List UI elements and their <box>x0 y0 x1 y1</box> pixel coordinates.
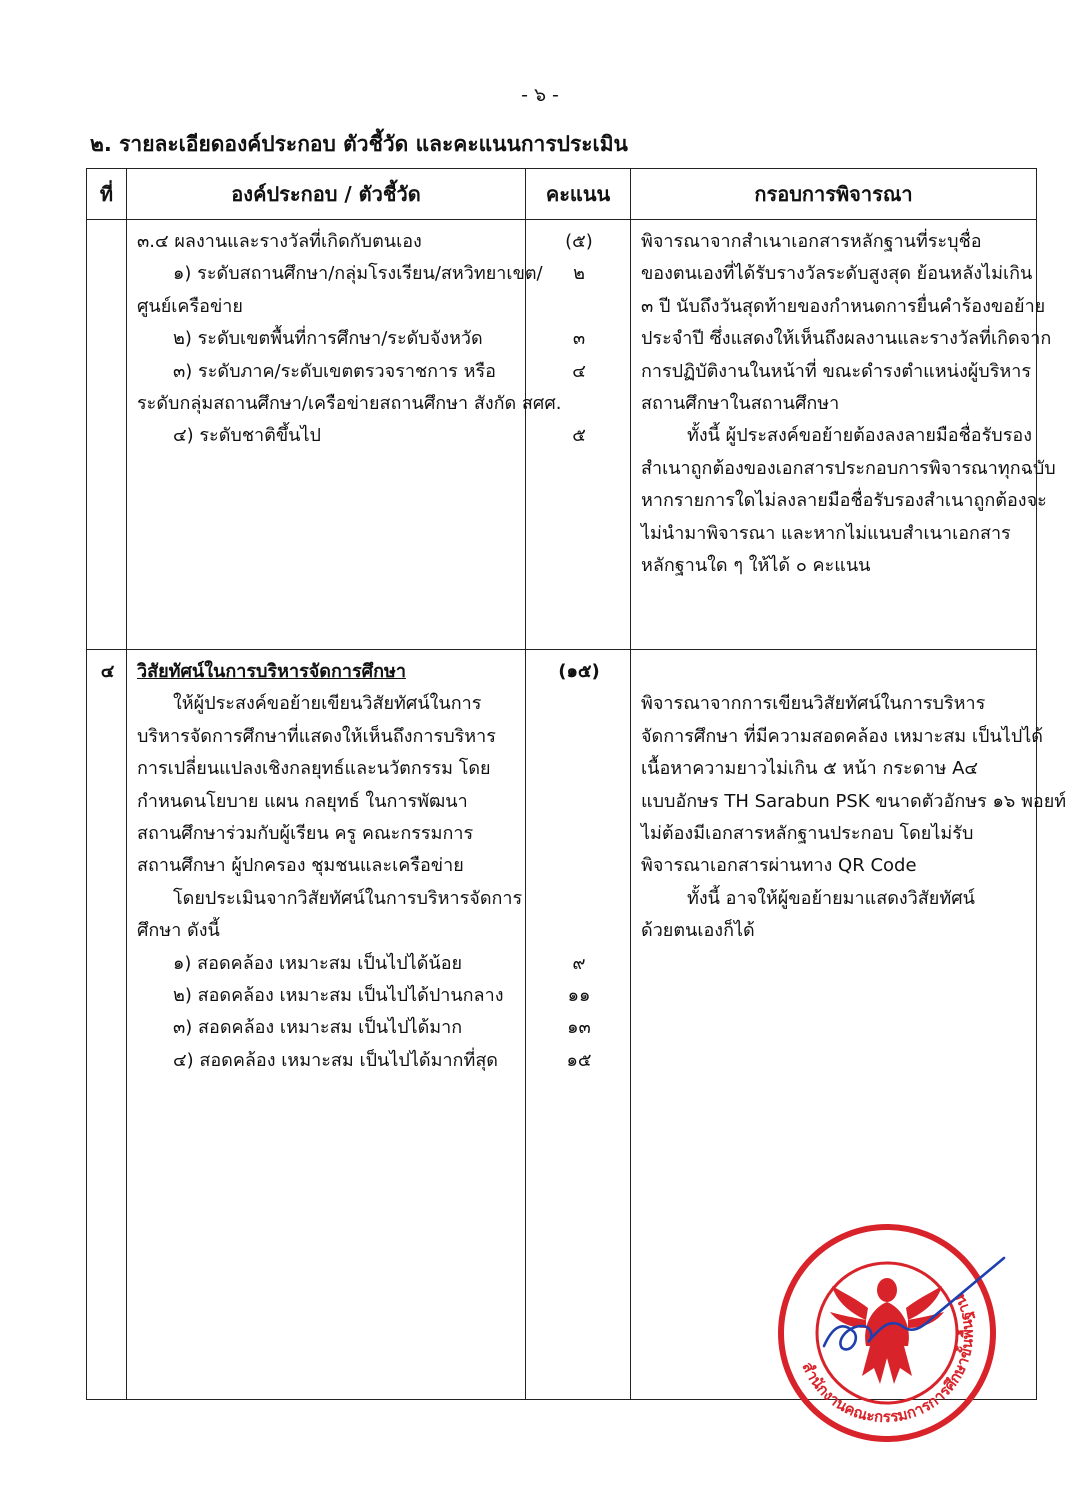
criteria-line: หลักฐานใด ๆ ให้ได้ ๐ คะแนน <box>641 554 871 576</box>
row-4-item-4: ๔) สอดคล้อง เหมาะสม เป็นไปได้มากที่สุด <box>173 1049 498 1071</box>
row-3-4-item-3-cont: ระดับกลุ่มสถานศึกษา/เครือข่ายสถานศึกษา สังกัด สศศ. <box>137 392 562 414</box>
row-4-item-3: ๓) สอดคล้อง เหมาะสม เป็นไปได้มาก <box>173 1017 463 1039</box>
table-row-3-4 <box>87 220 1037 650</box>
criteria-line: สถานศึกษาในสถานศึกษา <box>641 392 840 414</box>
official-seal <box>762 1208 1012 1448</box>
row-4-no: ๔ <box>87 650 127 1400</box>
row-4-desc-line: กำหนดนโยบาย แผน กลยุทธ์ ในการพัฒนา <box>137 790 468 812</box>
row-3-4-score-2: ๓ <box>572 328 586 350</box>
row-4-score <box>526 650 631 1400</box>
row-4-desc-line: ศึกษา ดังนี้ <box>137 920 220 942</box>
header-no: ที่ <box>87 169 127 220</box>
criteria-line: การปฏิบัติงานในหน้าที่ ขณะดำรงตำแหน่งผู้บริหาร <box>641 360 1032 382</box>
header-component: องค์ประกอบ / ตัวชี้วัด <box>127 169 526 220</box>
row-4-desc-line: สถานศึกษา ผู้ปกครอง ชุมชนและเครือข่าย <box>137 855 464 877</box>
row-3-4-score-4: ๕ <box>572 425 586 447</box>
criteria-line: ด้วยตนเองก็ได้ <box>641 920 755 942</box>
criteria-line: พิจารณาเอกสารผ่านทาง QR Code <box>641 855 917 877</box>
criteria-line: ทั้งนี้ ผู้ประสงค์ขอย้ายต้องลงลายมือชื่อรับรอง <box>687 425 1032 447</box>
seal-text: สำนักงานคณะกรรมการการศึกษาขั้นพื้นฐาน <box>798 1291 977 1427</box>
row-3-4-no <box>87 220 127 650</box>
row-3-4-score-3: ๔ <box>572 360 586 382</box>
criteria-line: แบบอักษร TH Sarabun PSK ขนาดตัวอักษร ๑๖ พอยท์ <box>641 790 1067 812</box>
page-number: - ๖ - <box>521 84 559 106</box>
row-3-4-item-1-cont: ศูนย์เครือข่าย <box>137 295 243 317</box>
row-4-score-4: ๑๕ <box>566 1049 592 1071</box>
row-4-component <box>127 650 526 1400</box>
row-4-score-2: ๑๑ <box>567 984 591 1006</box>
header-score: คะแนน <box>526 169 631 220</box>
criteria-line: ของตนเองที่ได้รับรางวัลระดับสูงสุด ย้อนหลังไม่เกิน <box>641 263 1033 285</box>
row-4-desc-line: บริหารจัดการศึกษาที่แสดงให้เห็นถึงการบริหาร <box>137 725 496 747</box>
criteria-line: สำเนาถูกต้องของเอกสารประกอบการพิจารณาทุกฉบับ <box>641 457 1056 479</box>
row-4-title: วิสัยทัศน์ในการบริหารจัดการศึกษา <box>137 661 406 682</box>
row-4-desc-line: โดยประเมินจากวิสัยทัศน์ในการบริหารจัดการ <box>173 887 523 909</box>
row-3-4-score-1: ๒ <box>573 263 585 285</box>
row-3-4-criteria <box>631 220 1056 650</box>
criteria-line: ประจำปี ซึ่งแสดงให้เห็นถึงผลงานและรางวัลที่เกิดจาก <box>641 328 1052 350</box>
row-4-score-1: ๙ <box>572 952 586 974</box>
row-3-4-item-3: ๓) ระดับภาค/ระดับเขตตรวจราชการ หรือ <box>173 360 496 382</box>
criteria-line: จัดการศึกษา ที่มีความสอดคล้อง เหมาะสม เป็นไปได้ <box>641 725 1043 747</box>
criteria-line: พิจารณาจากสำเนาเอกสารหลักฐานที่ระบุชื่อ <box>641 231 982 252</box>
row-4-item-1: ๑) สอดคล้อง เหมาะสม เป็นไปได้น้อย <box>173 952 463 974</box>
table-header-row <box>87 169 1037 220</box>
criteria-line: ไม่นำมาพิจารณา และหากไม่แนบสำเนาเอกสาร <box>641 522 1011 544</box>
criteria-line: ทั้งนี้ อาจให้ผู้ขอย้ายมาแสดงวิสัยทัศน์ <box>687 887 975 909</box>
row-3-4-item-4: ๔) ระดับชาติขึ้นไป <box>173 425 321 447</box>
row-4-item-2: ๒) สอดคล้อง เหมาะสม เป็นไปได้ปานกลาง <box>173 984 504 1006</box>
row-3-4-title-score: (๕) <box>565 231 593 252</box>
row-4-title-score: (๑๕) <box>558 661 600 682</box>
row-3-4-title: ๓.๔ ผลงานและรางวัลที่เกิดกับตนเอง <box>137 231 422 252</box>
criteria-line: ๓ ปี นับถึงวันสุดท้ายของกำหนดการยื่นคำร้องขอย้าย <box>641 295 1046 317</box>
criteria-line: เนื้อหาความยาวไม่เกิน ๕ หน้า กระดาษ A๔ <box>641 758 979 780</box>
criteria-line: หากรายการใดไม่ลงลายมือชื่อรับรองสำเนาถูกต้องจะ <box>641 490 1047 512</box>
row-3-4-item-2: ๒) ระดับเขตพื้นที่การศึกษา/ระดับจังหวัด <box>173 328 483 350</box>
header-criteria: กรอบการพิจารณา <box>631 169 1037 220</box>
row-4-desc-line: ให้ผู้ประสงค์ขอย้ายเขียนวิสัยทัศน์ในการ <box>173 693 482 715</box>
criteria-line: ไม่ต้องมีเอกสารหลักฐานประกอบ โดยไม่รับ <box>641 822 974 844</box>
row-3-4-component <box>127 220 562 650</box>
criteria-line: พิจารณาจากการเขียนวิสัยทัศน์ในการบริหาร <box>641 693 986 715</box>
row-3-4-item-1: ๑) ระดับสถานศึกษา/กลุ่มโรงเรียน/สหวิทยาเขต/ <box>173 263 543 285</box>
section-heading: ๒. รายละเอียดองค์ประกอบ ตัวชี้วัด และคะแนนการประเมิน <box>90 132 628 156</box>
row-4-desc-line: สถานศึกษาร่วมกับผู้เรียน ครู คณะกรรมการ <box>137 822 474 844</box>
row-4-score-3: ๑๓ <box>567 1017 591 1039</box>
row-4-desc-line: การเปลี่ยนแปลงเชิงกลยุทธ์และนวัตกรรม โดย <box>137 758 491 780</box>
